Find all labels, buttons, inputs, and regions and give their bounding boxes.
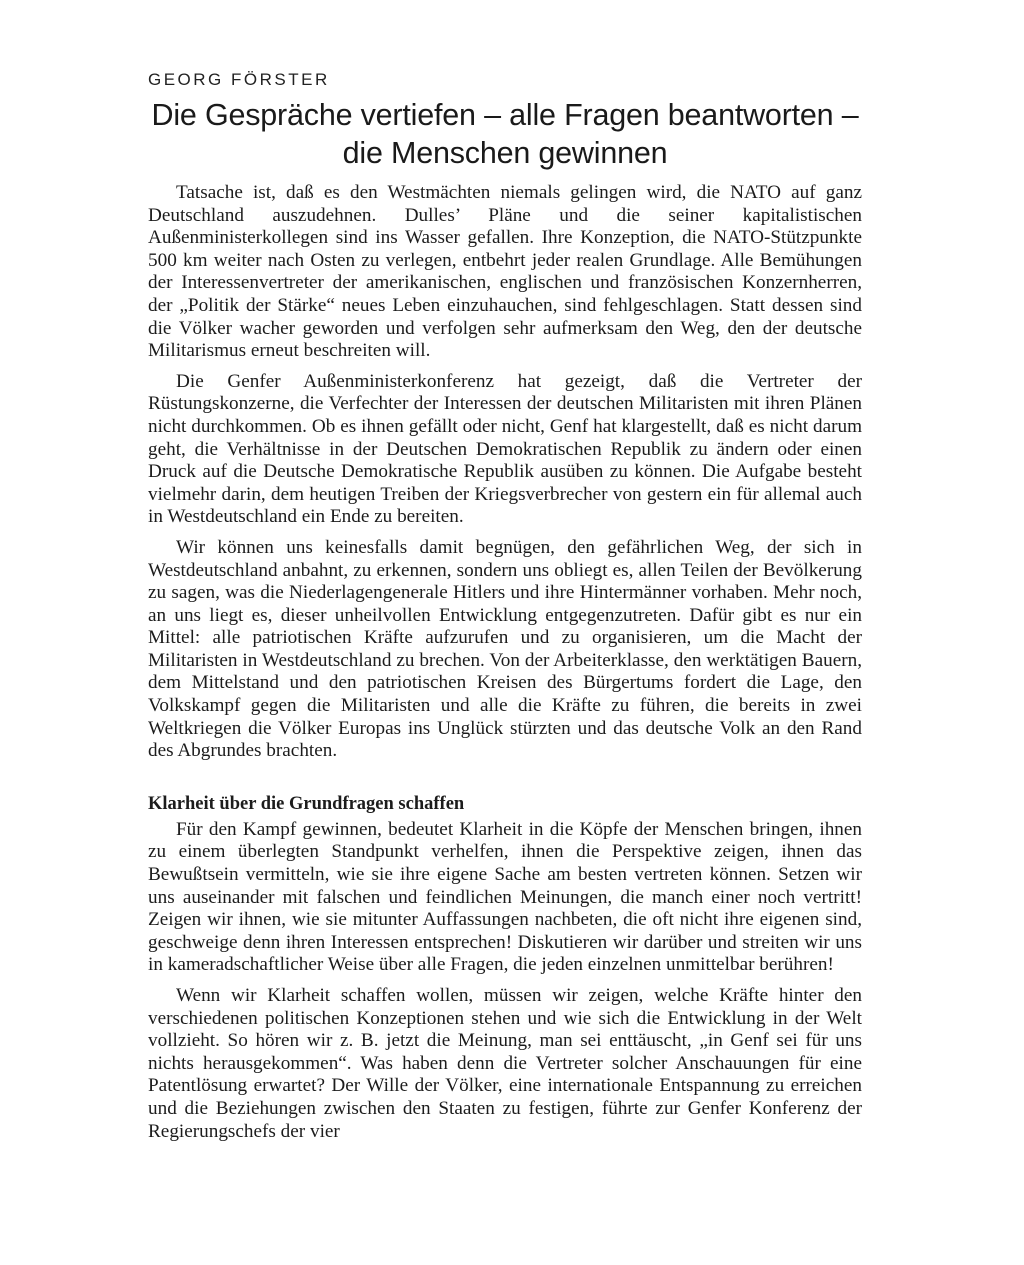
body-paragraph-2: Die Genfer Außenministerkonferenz hat gezeigt, daß die Vertreter der Rüstungskonzerne, die Verfechter der Interessen der deutschen Militaristen mit ihren Plänen nicht durchkommen. Ob es ihnen gefällt oder nicht, Genf hat klargestellt, daß es nicht darum geht, die Verhältnisse in der Deutschen Demokratischen Republik zu ändern oder einen Druck auf die Deutsche Demokratische Republik ausüben zu können. Die Aufgabe besteht vielmehr darin, dem heutigen Treiben der Kriegsverbrecher von gestern ein für allemal auch in Westdeutschland ein Ende zu bereiten. xyxy=(148,370,862,528)
article-page xyxy=(148,70,862,1151)
article-author: GEORG FÖRSTER xyxy=(148,70,330,89)
article-title-line-2: die Menschen gewinnen xyxy=(342,136,668,170)
body-paragraph-1: Tatsache ist, daß es den Westmächten niemals gelingen wird, die NATO auf ganz Deutschland auszudehnen. Dulles’ Pläne und die seiner kapitalistischen Außenministerkollegen sind ins Wasser gefallen. Ihre Konzeption, die NATO-Stützpunkte 500 km weiter nach Osten zu verlegen, entbehrt jeder realen Grundlage. Alle Bemühungen der Interessenvertreter der amerikanischen, englischen und französischen Konzernherren, der „Politik der Stärke“ neues Leben einzuhauchen, sind fehlgeschlagen. Statt dessen sind die Völker wacher geworden und verfolgen sehr aufmerksam den Weg, den der deutsche Militarismus erneut beschreiten will. xyxy=(148,182,862,362)
section-heading: Klarheit über die Grundfragen schaffen xyxy=(148,793,465,814)
article-title xyxy=(148,96,862,172)
article-title-line-1: Die Gespräche vertiefen – alle Fragen beantworten – xyxy=(151,98,859,132)
section-paragraph-2: Wenn wir Klarheit schaffen wollen, müssen wir zeigen, welche Kräfte hinter den verschiedenen politischen Konzeptionen stehen und wie sich die Entwicklung in der Welt vollzieht. So hören wir z. B. jetzt die Meinung, man sei enttäuscht, „in Genf sei für uns nichts herausgekommen“. Was haben denn die Vertreter solcher Anschauungen für eine Patentlösung erwartet? Der Wille der Völker, eine internationale Entspannung zu erreichen und die Beziehungen zwischen den Staaten zu festigen, führte zur Genfer Konferenz der Regierungschefs der vier xyxy=(148,985,862,1142)
section-paragraph-1: Für den Kampf gewinnen, bedeutet Klarheit in die Köpfe der Menschen bringen, ihnen zu einem überlegten Standpunkt verhelfen, ihnen die Perspektive zeigen, ihnen das Bewußtsein vermitteln, wie sie ihre eigene Sache am besten vertreten können. Setzen wir uns auseinander mit falschen und feindlichen Meinungen, die manch einer noch vertritt! Zeigen wir ihnen, wie sie mitunter Auffassungen nachbeten, die oft nicht ihre eigenen sind, geschweige denn ihren Interessen entsprechen! Diskutieren wir darüber und streiten wir uns in kameradschaftlicher Weise über alle Fragen, die jeden einzelnen unmittelbar berühren! xyxy=(148,818,862,976)
body-paragraph-3: Wir können uns keinesfalls damit begnügen, den gefährlichen Weg, der sich in Westdeutschland anbahnt, zu erkennen, sondern uns obliegt es, allen Teilen der Bevölkerung zu sagen, was die Niederlagengenerale Hitlers und ihre Hintermänner vorhaben. Mehr noch, an uns liegt es, dieser unheilvollen Entwicklung entgegenzutreten. Dafür gibt es nur ein Mittel: alle patriotischen Kräfte aufzurufen und zu organisieren, um die Macht der Militaristen in Westdeutschland zu brechen. Von der Arbeiterklasse, den werktätigen Bauern, dem Mittelstand und den patriotischen Kreisen des Bürgertums fordert die Lage, den Volkskampf gegen die Militaristen und alle die Kräfte zu führen, die bereits in zwei Weltkriegen die Völker Europas ins Unglück stürzten und das deutsche Volk an den Rand des Abgrundes brachten. xyxy=(148,536,862,762)
